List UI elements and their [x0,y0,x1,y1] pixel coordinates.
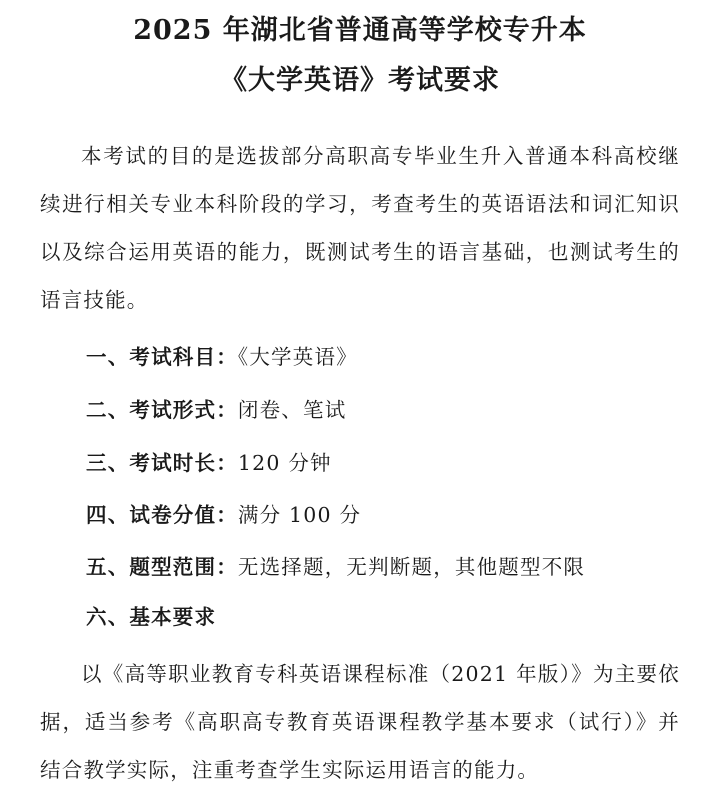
section-label: 五、题型范围： [86,555,238,579]
section-label: 三、考试时长： [86,451,238,475]
section-label: 四、试卷分值： [86,503,238,527]
section-basic-requirements-heading [86,602,216,632]
section-exam-score [86,500,361,530]
section-label: 六、基本要求 [86,605,217,629]
section-label: 二、考试形式： [86,398,238,422]
section-value: 无选择题，无判断题，其他题型不限 [237,555,586,579]
section-exam-duration [86,448,332,478]
section-exam-subject [86,342,358,372]
section-value: 120 分钟 [237,451,332,475]
basic-requirements-paragraph: 以《高等职业教育专科英语课程标准（2021 年版）》为主要依据，适当参考《高职高专教育英语课程教学基本要求（试行）》并结合教学实际，注重考查学生实际运用语言的能力。 [40,662,680,782]
section-value: 《大学英语》 [237,345,358,369]
section-exam-format [86,395,346,425]
section-label: 一、考试科目： [86,345,238,369]
section-value: 满分 100 分 [237,503,362,527]
intro-paragraph: 本考试的目的是选拔部分高职高专毕业生升入普通本科高校继续进行相关专业本科阶段的学习，考查考生的英语语法和词汇知识以及综合运用英语的能力，既测试考生的语言基础，也测试考生的语言技能。 [40,144,680,312]
section-question-types [86,552,585,582]
document-title-line-1: 2025 年湖北省普通高等学校专升本 [133,15,587,46]
document-title-line-2: 《大学英语》考试要求 [220,65,500,96]
section-value: 闭卷、笔试 [237,398,347,422]
